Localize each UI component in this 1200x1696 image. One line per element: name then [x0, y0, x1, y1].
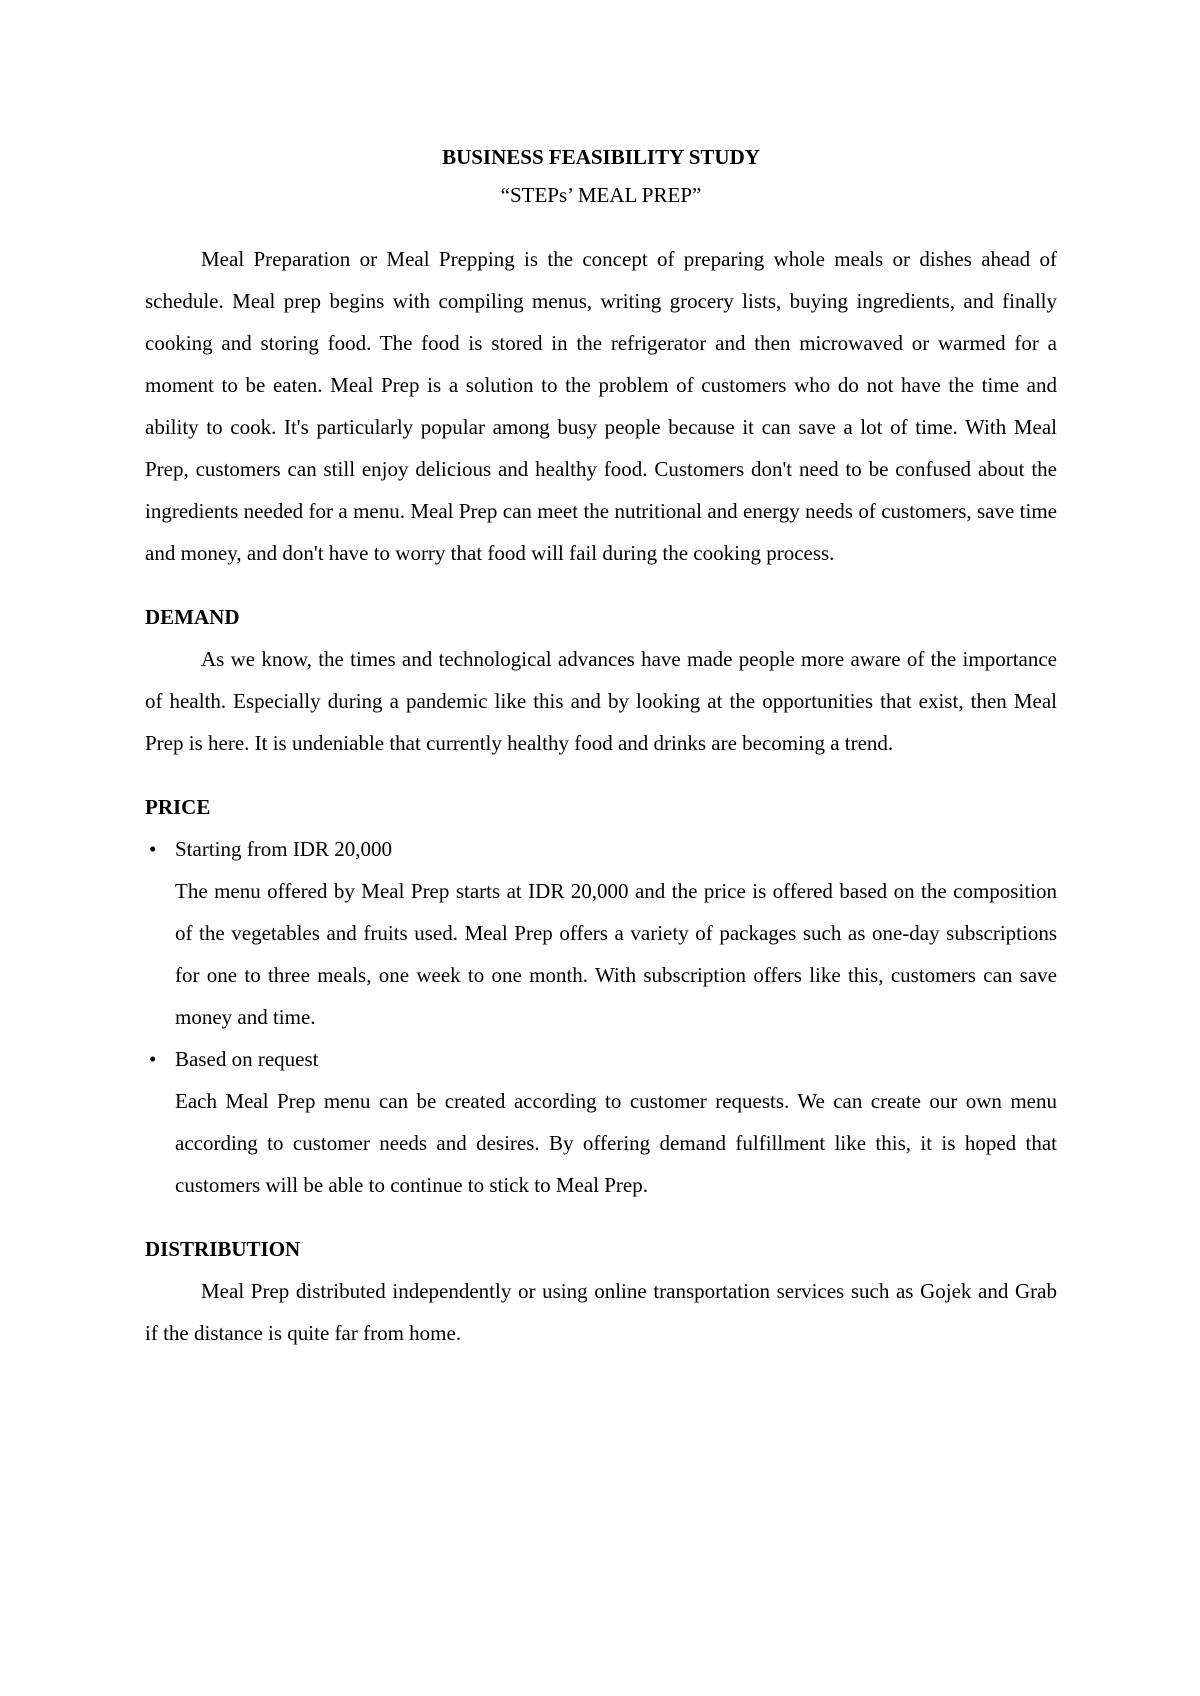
- price-list: [145, 828, 1057, 1206]
- bullet-icon: •: [149, 837, 157, 861]
- document-subtitle: “STEPs’ MEAL PREP”: [500, 183, 702, 207]
- price-item-title: Based on request: [175, 1047, 319, 1071]
- price-list-item: [145, 1038, 1057, 1206]
- price-item-body: The menu offered by Meal Prep starts at IDR 20,000 and the price is offered based on the composition of the vegetables and fruits used. Meal Prep offers a variety of packages such as one-day subscriptions for one to three meals, one week to one month. With subscription offers like this, customers can save money and time.: [175, 879, 1057, 1029]
- bullet-icon: •: [149, 1047, 157, 1071]
- price-item-body: Each Meal Prep menu can be created according to customer requests. We can create our own menu according to customer needs and desires. By offering demand fulfillment like this, it is hoped that customers will be able to continue to stick to Meal Prep.: [175, 1089, 1057, 1197]
- intro-paragraph: Meal Preparation or Meal Prepping is the concept of preparing whole meals or dishes ahead of schedule. Meal prep begins with compiling menus, writing grocery lists, buying ingredients, and finally cooking and storing food. The food is stored in the refrigerator and then microwaved or warmed for a moment to be eaten. Meal Prep is a solution to the problem of customers who do not have the time and ability to cook. It's particularly popular among busy people because it can save a lot of time. With Meal Prep, customers can still enjoy delicious and healthy food. Customers don't need to be confused about the ingredients needed for a menu. Meal Prep can meet the nutritional and energy needs of customers, save time and money, and don't have to worry that food will fail during the cooking process.: [145, 247, 1057, 565]
- distribution-paragraph: Meal Prep distributed independently or using online transportation services such as Gojek and Grab if the distance is quite far from home.: [145, 1279, 1057, 1345]
- price-list-item: [145, 828, 1057, 1038]
- distribution-heading: DISTRIBUTION: [145, 1237, 301, 1261]
- document-title: BUSINESS FEASIBILITY STUDY: [442, 145, 760, 169]
- demand-heading: DEMAND: [145, 605, 240, 629]
- document-content: [145, 138, 1057, 1354]
- price-heading: PRICE: [145, 795, 211, 819]
- price-item-title: Starting from IDR 20,000: [175, 837, 392, 861]
- demand-paragraph: As we know, the times and technological advances have made people more aware of the importance of health. Especially during a pandemic like this and by looking at the opportunities that exist, then Meal Prep is here. It is undeniable that currently healthy food and drinks are becoming a trend.: [145, 647, 1057, 755]
